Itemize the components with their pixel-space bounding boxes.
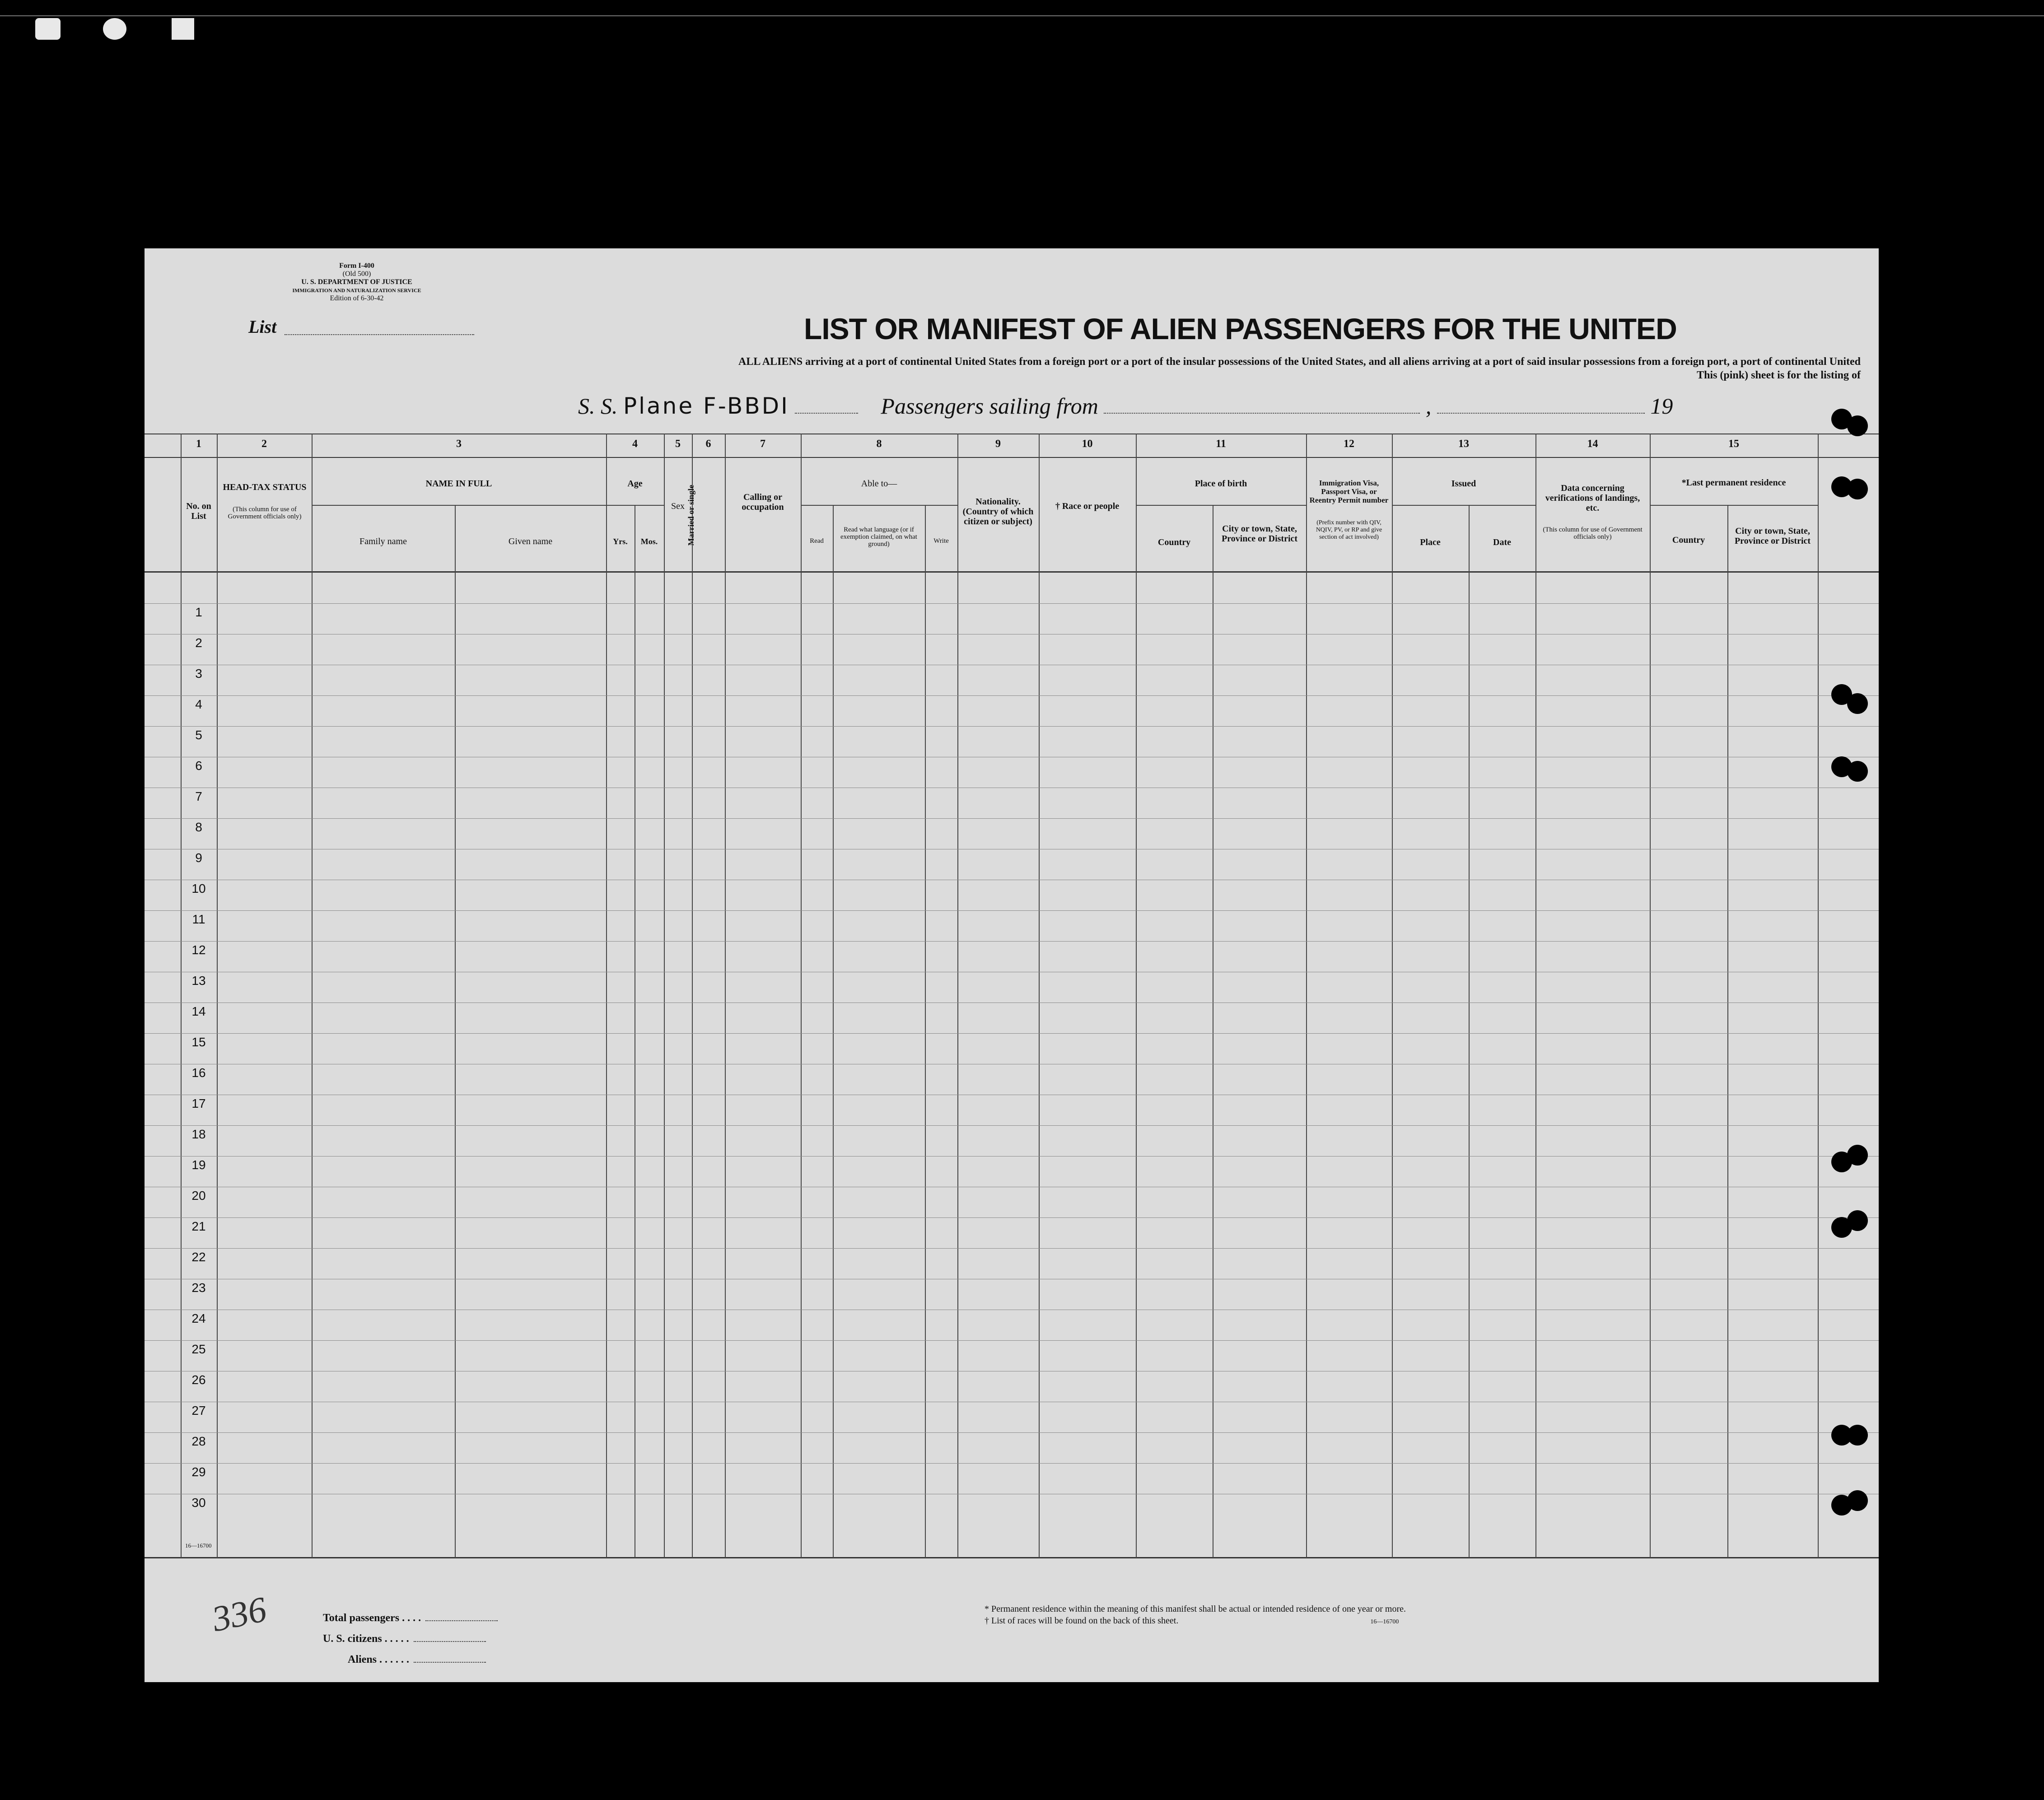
punch-hole (1847, 1145, 1868, 1166)
table-bottom-border (145, 1557, 1879, 1558)
header-last-residence: *Last permanent residence (1681, 478, 1786, 488)
column-divider (925, 506, 926, 1558)
column-number-divider (145, 457, 1879, 458)
column-number: 2 (261, 438, 267, 450)
header-read-language: Read what language (or if exemption claimed, on what ground) (840, 526, 917, 548)
row-number: 21 (191, 1219, 206, 1233)
sailing-label: Passengers sailing from (881, 393, 1098, 419)
sailing-port-field[interactable] (1104, 399, 1420, 414)
header-age: Age (627, 479, 643, 489)
column-divider (1535, 434, 1536, 1558)
column-number: 5 (675, 438, 681, 450)
footnote-races-text: † List of races will be found on the back of this sheet. (985, 1616, 1179, 1626)
table-row (145, 1125, 1879, 1126)
row-number: 25 (191, 1342, 206, 1356)
header-read: Read (810, 537, 824, 545)
row-number: 7 (195, 789, 202, 803)
sailing-comma: , (1425, 393, 1432, 419)
header-verification: Data concerning verifications of landings, etc. (1545, 483, 1640, 513)
form-info-block (244, 262, 470, 303)
form-service: IMMIGRATION AND NATURALIZATION SERVICE (292, 287, 421, 294)
header-race: † Race or people (1055, 501, 1120, 511)
punch-hole (1847, 693, 1868, 714)
column-divider (1650, 434, 1651, 1558)
row-number: 26 (191, 1373, 206, 1387)
column-number: 15 (1728, 438, 1739, 450)
table-row (145, 726, 1879, 727)
column-number: 6 (705, 438, 711, 450)
punch-hole (1847, 415, 1868, 436)
row-number: 9 (195, 851, 202, 865)
ship-prefix: S. S. (578, 393, 618, 419)
header-verification-note: (This column for use of Government officials only) (1543, 526, 1643, 541)
header-no-on-list: No. on List (186, 501, 211, 521)
footnote-code: 16—16700 (1370, 1618, 1399, 1625)
header-sex: Sex (671, 501, 685, 511)
handwritten-number: 336 (209, 1589, 270, 1640)
row-number: 8 (195, 820, 202, 834)
column-divider (957, 434, 958, 1558)
film-edge-line (0, 15, 2044, 16)
subtitle-line-1: ALL ALIENS arriving at a port of continental United States from a foreign port or a port of the insular possessions of the United States, and all aliens arriving at a port of said insular possessions from a foreign port, a port of continental United (738, 356, 1861, 368)
row-number: 11 (192, 912, 205, 926)
totals-block (323, 1608, 498, 1670)
list-number-field[interactable] (285, 334, 474, 335)
aliens-row (323, 1649, 498, 1670)
aliens-label: Aliens . . . . . . (348, 1654, 410, 1665)
column-number: 9 (995, 438, 1001, 450)
header-visa-note: (Prefix number with QIV, NQIV, PV, or RP and give section of act involved) (1316, 519, 1382, 541)
punch-hole (1847, 1490, 1868, 1511)
age-group-line (606, 505, 664, 506)
header-nationality: Nationality. (Country of which citizen or subject) (962, 497, 1034, 527)
table-row (145, 1033, 1879, 1034)
page-title: LIST OR MANIFEST OF ALIEN PASSENGERS FOR THE UNITED (804, 312, 1677, 345)
row-number: 27 (191, 1404, 206, 1418)
column-divider (606, 434, 607, 1558)
punch-hole (1847, 479, 1868, 499)
row-number: 29 (191, 1465, 206, 1479)
row-number: 4 (195, 697, 202, 711)
punch-hole (1847, 1425, 1868, 1446)
manifest-table (145, 434, 1879, 1558)
birth-group-line (1136, 505, 1306, 506)
sailing-date-field[interactable] (1437, 399, 1645, 414)
header-place-of-birth: Place of birth (1195, 479, 1247, 489)
header-birth-country: Country (1157, 537, 1191, 547)
column-number: 8 (876, 438, 882, 450)
row-number: 18 (191, 1127, 206, 1141)
column-divider (1818, 434, 1819, 1558)
column-number: 3 (456, 438, 462, 450)
total-passengers-label: Total passengers . . . . (323, 1612, 421, 1624)
footnotes (985, 1603, 1406, 1628)
column-number: 4 (632, 438, 638, 450)
row-number: 2 (195, 636, 202, 650)
print-code: 16—16700 (185, 1542, 212, 1549)
film-frame-mark (103, 18, 126, 40)
table-row (145, 1463, 1879, 1464)
row-number: 22 (191, 1250, 206, 1264)
header-residence-city: City or town, State, Province or District (1734, 526, 1811, 546)
header-issued: Issued (1451, 479, 1476, 489)
row-number: 23 (191, 1281, 206, 1295)
total-passengers-field[interactable] (425, 1620, 498, 1621)
header-head-tax: HEAD-TAX STATUS (223, 482, 307, 492)
row-number: 16 (191, 1066, 206, 1080)
row-number: 28 (191, 1434, 206, 1448)
table-row (145, 818, 1879, 819)
row-number: 17 (191, 1096, 206, 1110)
column-divider (1469, 506, 1470, 1558)
column-divider (312, 434, 313, 1558)
table-row (145, 695, 1879, 696)
column-divider (455, 506, 456, 1558)
header-birth-city: City or town, State, Province or District (1221, 524, 1298, 544)
column-divider (1306, 434, 1307, 1558)
table-row (145, 1248, 1879, 1249)
header-given-name: Given name (508, 536, 553, 546)
issued-group-line (1392, 505, 1535, 506)
header-visa: Immigration Visa, Passport Visa, or Reentry Permit number (1309, 479, 1389, 504)
header-able-to: Able to— (861, 479, 897, 489)
form-old-number: (Old 500) (342, 270, 371, 278)
header-issued-place: Place (1420, 537, 1441, 547)
row-number: 5 (195, 728, 202, 742)
row-number: 19 (191, 1158, 206, 1172)
header-residence-country: Country (1672, 535, 1705, 545)
column-divider (833, 506, 834, 1558)
name-group-line (312, 505, 606, 506)
column-number: 11 (1216, 438, 1226, 450)
form-number: Form I-400 (339, 262, 374, 270)
column-divider (725, 434, 726, 1558)
vessel-name[interactable]: Plane F-BBDI (623, 393, 789, 419)
column-divider (217, 434, 218, 1558)
manifest-sheet (145, 248, 1879, 1682)
list-label: List (248, 317, 277, 337)
film-frame-mark (35, 18, 61, 40)
total-passengers-row (323, 1608, 498, 1628)
header-age-mos: Mos. (640, 537, 658, 546)
column-divider (1727, 506, 1728, 1558)
column-divider (1136, 434, 1137, 1558)
table-row (145, 1340, 1879, 1341)
row-number: 24 (191, 1311, 206, 1325)
form-department: U. S. DEPARTMENT OF JUSTICE (301, 278, 412, 286)
column-number: 14 (1587, 438, 1598, 450)
table-row (145, 941, 1879, 942)
column-number: 12 (1344, 438, 1354, 450)
row-number: 6 (195, 759, 202, 773)
column-number: 7 (760, 438, 765, 450)
column-divider (692, 434, 693, 1558)
header-married-or-single: Married or single (686, 485, 695, 546)
header-family-name: Family name (359, 536, 407, 546)
punch-hole (1847, 1210, 1868, 1231)
residence-group-line (1650, 505, 1818, 506)
form-edition: Edition of 6-30-42 (330, 294, 384, 302)
table-row (145, 1432, 1879, 1433)
header-bottom-border (145, 571, 1879, 573)
able-group-line (801, 505, 957, 506)
subtitle (488, 355, 1861, 382)
row-number: 13 (191, 974, 206, 988)
row-number: 12 (191, 943, 206, 957)
footnote-permanent-residence: * Permanent residence within the meaning of this manifest shall be actual or intended residence of one year or more. (985, 1604, 1406, 1614)
vessel-line (795, 399, 858, 414)
row-number: 1 (195, 605, 202, 619)
header-age-yrs: Yrs. (613, 537, 628, 546)
table-row (145, 1217, 1879, 1218)
header-issued-date: Date (1493, 537, 1511, 547)
ship-info-row (578, 393, 1673, 419)
aliens-field[interactable] (414, 1662, 486, 1663)
row-number: 15 (191, 1035, 206, 1049)
column-number: 13 (1458, 438, 1469, 450)
column-divider (664, 434, 665, 1558)
us-citizens-field[interactable] (414, 1641, 486, 1642)
row-number: 30 (191, 1496, 206, 1510)
column-divider (181, 434, 182, 1558)
row-number: 20 (191, 1189, 206, 1203)
year-prefix: 19 (1650, 393, 1673, 419)
us-citizens-row (323, 1628, 498, 1649)
header-calling: Calling or occupation (742, 492, 784, 512)
column-number: 1 (196, 438, 201, 450)
column-divider (801, 434, 802, 1558)
punch-hole (1847, 761, 1868, 782)
film-frame-mark (172, 18, 194, 40)
footnote-races (985, 1615, 1406, 1628)
header-head-tax-note: (This column for use of Government officials only) (228, 506, 302, 520)
header-name-in-full: NAME IN FULL (425, 479, 492, 489)
us-citizens-label: U. S. citizens . . . . . (323, 1633, 409, 1645)
table-row (145, 603, 1879, 604)
header-write: Write (933, 537, 949, 545)
column-divider (1392, 434, 1393, 1558)
row-number: 14 (191, 1004, 206, 1018)
column-number: 10 (1082, 438, 1093, 450)
table-row (145, 910, 1879, 911)
row-number: 10 (191, 881, 206, 895)
subtitle-line-2: This (pink) sheet is for the listing of (1697, 369, 1861, 381)
row-number: 3 (195, 667, 202, 681)
column-divider (1039, 434, 1040, 1558)
